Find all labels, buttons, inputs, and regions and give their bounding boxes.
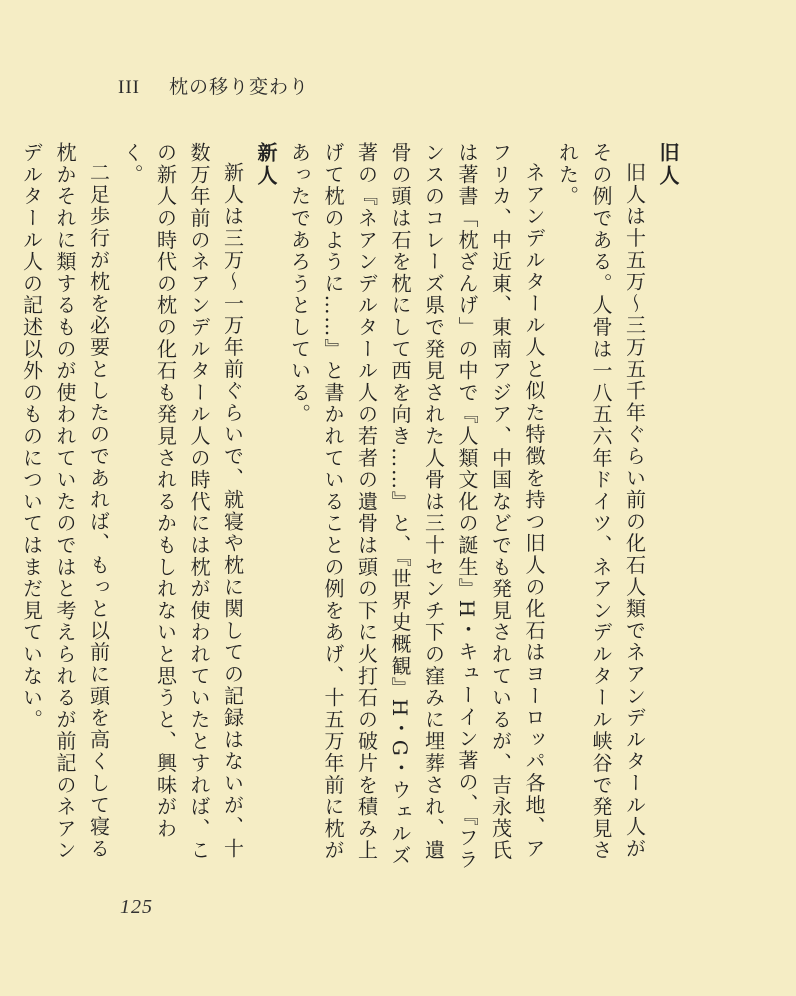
page-number: 125 — [120, 896, 153, 918]
paragraph: ネアンデルタール人と似た特徴を持つ旧人の化石はヨーロッパ各地、アフリカ、中近東、東南アジア、中国などでも発見されているが、吉永茂氏は著書「枕ざんげ」の中で『人類文化の誕生』H・キューイン著の、『フランスのコレーズ県で発見された人骨は三十センチ下の窪みに埋葬され、遺骨の頭は石を枕にして西を向き……』と、『世界史概観』H・G・ウェルズ著の『ネアンデルタール人の若者の遺骨は頭の下に火打石の破片を積み上げて枕のように……』と書かれていることの例をあげ、十五万年前に枕があったであろうとしている。 — [287, 142, 546, 871]
paragraph: 旧人は十五万〜三万五千年ぐらい前の化石人類でネアンデルタール人がその例である。人骨は一八五六年ドイツ、ネアンデルタール峡谷で発見された。 — [555, 142, 647, 862]
paragraph: 新人は三万〜一万年前ぐらいで、就寝や枕に関しての記録はないが、十数万年前のネアンデルタール人の時代には枕が使われていたとすれば、この新人の時代の枕の化石も発見されるかもしれないと思うと、興味がわく。 — [120, 142, 245, 862]
vertical-body-text — [19, 142, 684, 872]
section-heading-kyujin: 旧人 — [656, 142, 680, 188]
chapter-title: 枕の移り変わり — [169, 76, 310, 98]
chapter-number: III — [118, 77, 140, 98]
section-heading-shinjin: 新人 — [254, 142, 278, 188]
paragraph: 二足歩行が枕を必要としたのであれば、もっと以前に頭を高くして寝る枕かそれに類するものが使われていたのではと考えられるが前記のネアンデルタール人の記述以外のものについてはまだ見ていない。 — [19, 142, 111, 862]
running-header — [118, 72, 309, 99]
